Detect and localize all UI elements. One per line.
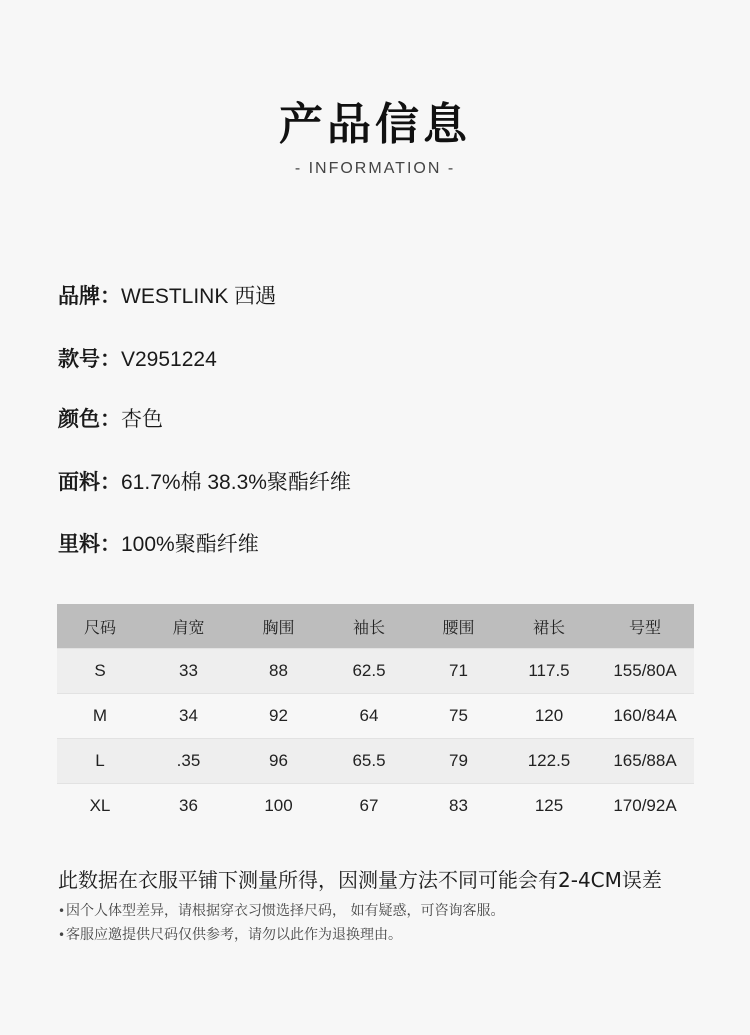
table-cell: 36 [143,784,234,829]
note-text: 客服应邀提供尺码仅供参考，请勿以此作为退换理由。 [66,927,402,943]
column-header: 袖长 [323,604,415,649]
table-cell: 120 [502,694,596,739]
bullet: • [58,904,66,918]
table-cell: .35 [143,739,234,784]
table-cell: 155/80A [596,649,694,694]
table-cell: 92 [234,694,323,739]
note-text: 因个人体型差异，请根据穿衣习惯选择尺码， 如有疑惑，可咨询客服。 [66,903,505,919]
bullet: • [58,928,66,942]
measurement-note: 此数据在衣服平铺下测量所得，因测量方法不同可能会有2-4CM误差 [58,868,662,892]
table-cell: 71 [415,649,502,694]
column-header: 腰围 [415,604,502,649]
info-label: 里料： [58,532,121,556]
note-line [58,924,402,944]
table-cell: 79 [415,739,502,784]
column-header: 号型 [596,604,694,649]
table-cell: 100 [234,784,323,829]
table-cell: M [57,694,143,739]
table-row [57,784,694,829]
table-cell: 160/84A [596,694,694,739]
info-label: 面料： [58,470,121,494]
table-cell: 62.5 [323,649,415,694]
table-cell: 117.5 [502,649,596,694]
table-cell: 64 [323,694,415,739]
info-lining [58,528,259,558]
table-cell: 88 [234,649,323,694]
column-header: 胸围 [234,604,323,649]
info-label: 品牌： [58,284,121,308]
table-cell: 67 [323,784,415,829]
table-cell: 122.5 [502,739,596,784]
table-row [57,739,694,784]
table-cell: 33 [143,649,234,694]
table-cell: 65.5 [323,739,415,784]
info-label: 款号： [58,347,121,371]
table-cell: 125 [502,784,596,829]
table-row [57,694,694,739]
note-line [58,900,504,920]
info-value: 杏色 [121,408,163,431]
info-label: 颜色： [58,407,121,431]
info-style-number [58,343,217,373]
table-header-row [57,604,694,649]
info-value: V2951224 [121,348,217,371]
table-cell: 75 [415,694,502,739]
info-value: WESTLINK 西遇 [121,285,277,308]
table-cell: 34 [143,694,234,739]
table-cell: 96 [234,739,323,784]
table-cell: S [57,649,143,694]
info-brand [58,280,276,310]
page-subtitle: - INFORMATION - [294,160,456,177]
info-value: 100%聚酯纤维 [121,533,259,556]
table-cell: 83 [415,784,502,829]
column-header: 尺码 [57,604,143,649]
info-fabric [58,466,351,496]
table-cell: 165/88A [596,739,694,784]
column-header: 肩宽 [143,604,234,649]
info-color [58,403,163,433]
table-row [57,649,694,694]
info-value: 61.7%棉 38.3%聚酯纤维 [121,471,351,494]
column-header: 裙长 [502,604,596,649]
table-cell: XL [57,784,143,829]
table-cell: L [57,739,143,784]
table-cell: 170/92A [596,784,694,829]
size-table [57,604,694,828]
page-title: 产品信息 [279,99,471,150]
